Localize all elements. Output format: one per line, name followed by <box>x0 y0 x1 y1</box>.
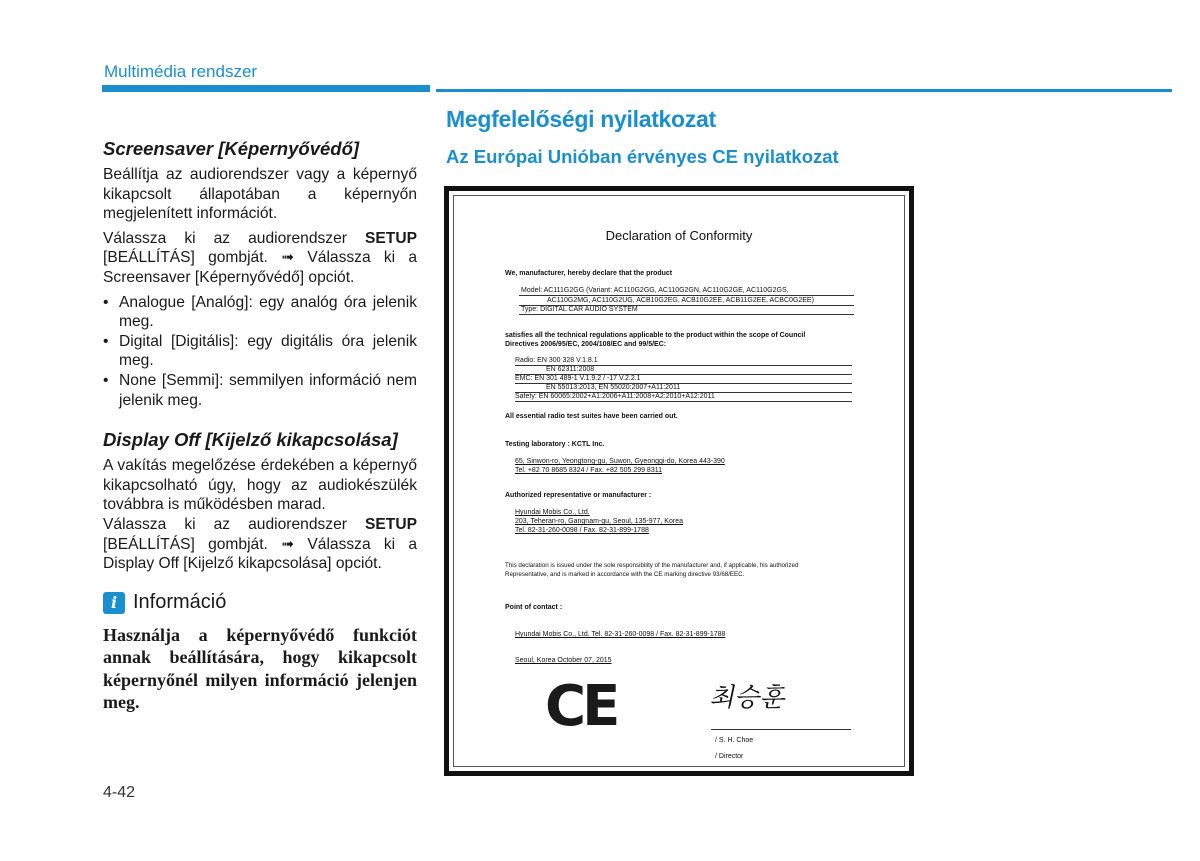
doc-position: / Director <box>715 753 744 760</box>
doc-contact: Hyundai Mobis Co., Ltd. Tel. 82-31-260-0098 / Fax. 82-31-899-1788 <box>515 631 726 638</box>
header-rule-right <box>436 89 1172 92</box>
doc-type: Type: DIGITAL CAR AUDIO SYSTEM <box>521 306 638 313</box>
signature-line <box>711 729 851 730</box>
doc-responsibility-1: This declaration is issued under the sole responsibility of the manufacturer and, if applicable, his authorized <box>505 562 799 569</box>
doc-radio-1: Radio: EN 300 328 V.1.8.1 <box>515 357 598 364</box>
option-none: • None [Semmi]: semmilyen információ nem jelenik meg. <box>103 371 417 410</box>
section-title: Multimédia rendszer <box>104 62 258 81</box>
instruction-text: Válassza ki az audiorendszer <box>103 515 365 533</box>
header-rule-left <box>102 85 430 92</box>
instruction-text: [BEÁLLÍTÁS] gombját. ➟ Válassza ki a Screensaver [Képernyővédő] opciót. <box>103 249 417 286</box>
doc-emc-2: EN 55013:2013, EN 55020:2007+A11:2011 <box>546 384 681 391</box>
instruction-text: Válassza ki az audiorendszer <box>103 229 365 247</box>
doc-satisfies-1: satisfies all the technical regulations applicable to the product within the scope of Council <box>505 332 806 339</box>
declaration-image-frame <box>444 186 914 776</box>
doc-underline <box>515 401 852 402</box>
doc-intro: We, manufacturer, hereby declare that the product <box>505 270 673 277</box>
option-digital: • Digital [Digitális]: egy digitális óra jelenik meg. <box>103 332 417 371</box>
display-off-instruction <box>103 515 417 574</box>
document-title: Declaration of Conformity <box>605 228 753 243</box>
doc-safety: Safety: EN 60065:2002+A1:2006+A11:2008+A2:2010+A12:2011 <box>515 393 715 400</box>
doc-lab-tel: Tel. +82 70 8685 8324 / Fax. +82 505 299 8311 <box>515 467 662 474</box>
signature: 최승훈 <box>707 683 790 713</box>
conformity-subtitle: Az Európai Unióban érvényes CE nyilatkozat <box>446 146 839 167</box>
document-border <box>453 195 905 767</box>
doc-underline <box>519 314 854 315</box>
screensaver-options <box>103 293 417 411</box>
screensaver-heading: Screensaver [Képernyővédő] <box>103 138 360 159</box>
doc-tests: All essential radio test suites have been carried out. <box>505 413 678 420</box>
doc-model-line1: Model: AC111G2GG (Variant: AC110G2GG, AC110G2GN, AC110G2GE, AC110G2GS, <box>521 287 789 294</box>
doc-rep-3: Tel. 82-31-260-0098 / Fax. 82-31-899-1788 <box>515 527 649 534</box>
doc-signer: / S. H. Choe <box>715 737 754 744</box>
doc-rep-head: Authorized representative or manufacturer : <box>505 492 652 499</box>
display-off-description: A vakítás megelőzése érdekében a képernyő kikapcsolható úgy, hogy az audiokészülék továbbra is működésben marad. <box>103 457 417 514</box>
doc-rep-2: 203, Teheran-ro, Gangnam-gu, Seoul, 135-977, Korea <box>515 518 683 525</box>
doc-contact-head: Point of contact : <box>505 604 563 611</box>
doc-emc-1: EMC: EN 301 489-1 V.1.9.2 / -17 V.2.2.1 <box>515 375 641 382</box>
doc-radio-2: EN 62311:2008 <box>546 366 595 373</box>
screensaver-instruction <box>103 229 417 288</box>
doc-rep-1: Hyundai Mobis Co., Ltd. <box>515 509 590 516</box>
info-text: Használja a képernyővédő funkciót annak beállítására, hogy kikapcsolt képernyőnél milyen információ jelenjen meg. <box>103 624 417 713</box>
doc-satisfies-2: Directives 2006/95/EC, 2004/108/EC and 99/5/EC: <box>505 341 667 348</box>
instruction-text: [BEÁLLÍTÁS] gombját. ➟ Válassza ki a Display Off [Kijelző kikapcsolása] opciót. <box>103 535 417 573</box>
ce-mark: CE <box>545 674 617 739</box>
screensaver-description: Beállítja az audiorendszer vagy a képernyő kikapcsolt állapotában a képernyőn megjelenített információt. <box>103 166 417 223</box>
info-label: Információ <box>133 590 227 613</box>
info-heading <box>103 592 417 614</box>
setup-key: SETUP <box>365 515 417 533</box>
setup-key: SETUP <box>365 229 417 247</box>
declaration-document <box>449 191 909 771</box>
conformity-title: Megfelelőségi nyilatkozat <box>446 106 716 132</box>
doc-lab-address: 65, Sinwon-ro, Yeongtong-gu, Suwon, Gyeonggi-do, Korea 443-390 <box>515 458 725 465</box>
info-icon: i <box>103 592 125 614</box>
page-number: 4-42 <box>103 784 136 801</box>
doc-lab-head: Testing laboratory : KCTL Inc. <box>505 441 605 448</box>
doc-place-date: Seoul, Korea October 07, 2015 <box>515 657 612 664</box>
option-analogue: • Analogue [Analóg]: egy analóg óra jelenik meg. <box>103 293 417 332</box>
doc-model-line2: AC110G2MG, AC110G2UG, ACB10G2EG, ACB10G2EE, ACB11G2EE, ACBC0G2EE) <box>547 297 814 304</box>
doc-responsibility-2: Representative, and is marked in accordance with the CE marking directive 93/68/EEC. <box>505 571 745 578</box>
display-off-heading: Display Off [Kijelző kikapcsolása] <box>103 429 398 451</box>
left-column <box>103 137 417 714</box>
